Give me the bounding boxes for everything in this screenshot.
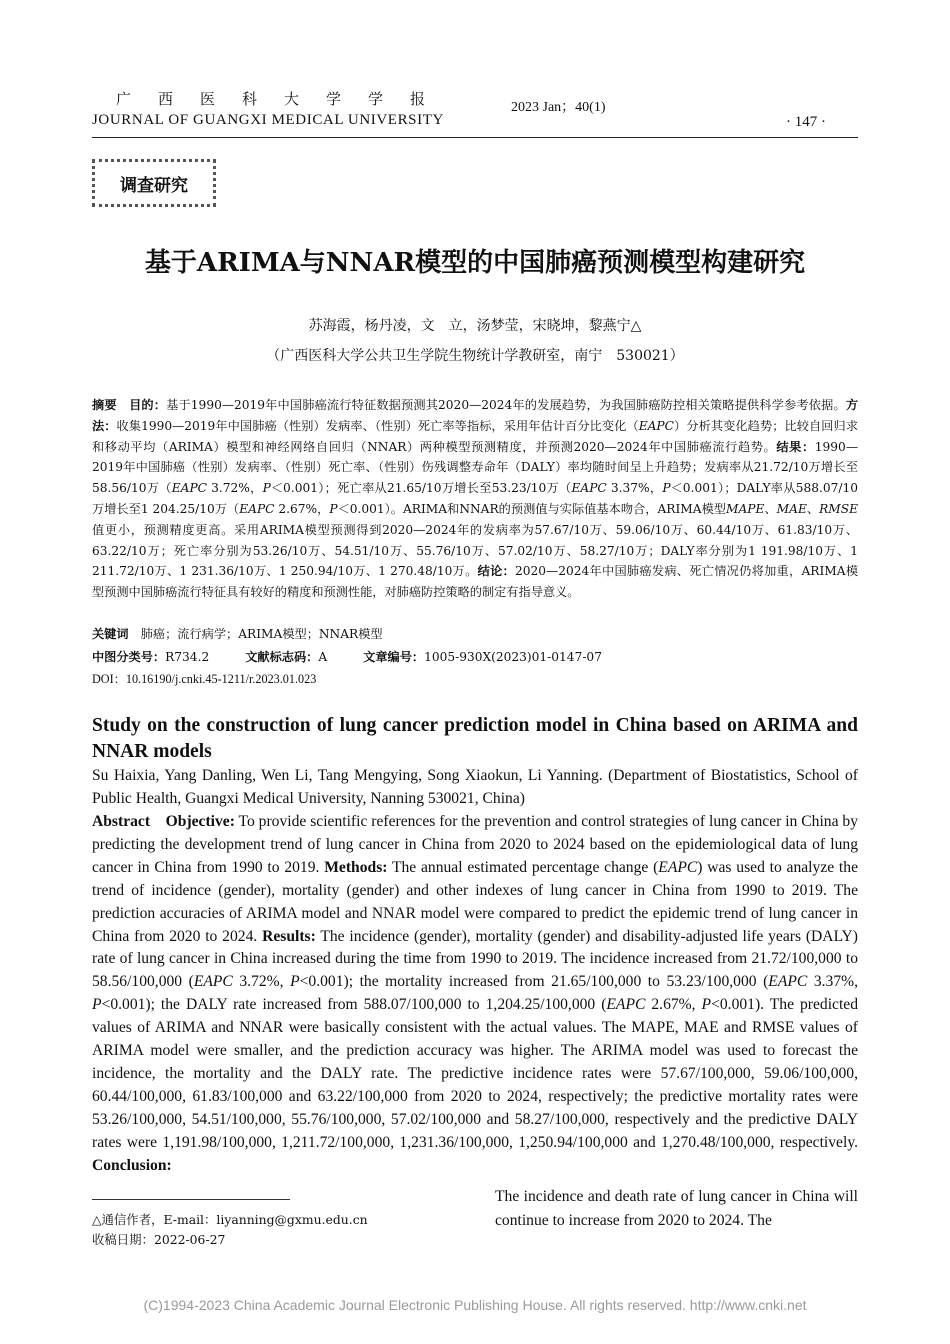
conclusion-cn: 2020—2024年中国肺癌发病、死亡情况仍将加重，ARIMA模型预测中国肺癌流行特征具有较好的精度和预测性能，对肺癌防控策略的制定有指导意义。 — [92, 564, 859, 600]
results-cn-label: 结果： — [776, 439, 815, 454]
eapc-term: EAPC — [171, 481, 207, 496]
header-rule — [92, 137, 858, 138]
clc-label: 中图分类号： — [92, 650, 166, 664]
abstract-en — [92, 811, 858, 1178]
clc-value: R734.2 — [165, 650, 210, 664]
p-term: P — [92, 996, 102, 1014]
authors-cn: 苏海霞，杨丹凌，文 立，汤梦莹，宋晓坤，黎燕宁△ — [308, 318, 642, 334]
objective-en: To provide scientific references for the prevention and control strategies of lung cancer in China by predicting the development trend of lung cancer in China from 2020 to 2024 based on the epidemiological data of lung cancer in China from 1990 to 2019. — [92, 813, 858, 876]
journal-name-cn: 广西医科大学学报 — [116, 90, 453, 108]
results-en-e: <0.001); the DALY rate increased from 588.07/100,000 to 1,204.25/100,000 ( — [101, 996, 607, 1014]
mae-term: MAE — [776, 501, 807, 516]
results-cn-g: ＜0.001）。ARIMA和NNAR的预测值与实际值基本吻合，ARIMA模型 — [337, 501, 727, 516]
abstract-cn-label: 摘要 — [92, 398, 117, 412]
mape-term: MAPE — [726, 501, 765, 516]
article-number-label: 文章编号： — [363, 650, 425, 664]
copyright-footer: (C)1994-2023 China Academic Journal Electronic Publishing House. All rights reserved. http://www.cnki.net — [143, 1297, 807, 1313]
methods-cn-a: 收集1990—2019年中国肺癌（性别）发病率、（性别）死亡率等指标，采用年估计百分比变化（ — [116, 418, 639, 433]
eapc-term: EAPC — [768, 973, 808, 991]
p-term: P — [662, 481, 671, 496]
results-cn-c: ＜0.001）；死亡率从21.65/10万增长至53.23/10万（ — [270, 481, 572, 496]
results-cn-d: 3.37%， — [610, 481, 663, 496]
article-title-cn: 基于ARIMA与NNAR模型的中国肺癌预测模型构建研究 — [144, 248, 806, 278]
methods-en-label: Methods: — [324, 858, 388, 876]
keywords — [92, 625, 383, 642]
page-number: · 147 · — [786, 114, 826, 130]
results-cn-e: ＜0.001）；DALY率从588.07/10万增长至1 204.25/10万（ — [92, 481, 859, 516]
objective-cn-label: 目的： — [129, 398, 167, 412]
objective-cn: 基于1990—2019年中国肺癌流行特征数据预测其2020—2024年的发展趋势，为我国肺癌防控相关策略提供科学参考依据。 — [166, 398, 846, 412]
methods-cn-eapc: EAPC — [638, 418, 674, 433]
eapc-term: EAPC — [193, 973, 233, 991]
conclusion-cn-label: 结论： — [477, 564, 516, 579]
keywords-value: 肺癌；流行病学；ARIMA模型；NNAR模型 — [140, 627, 383, 641]
affiliation-cn: （广西医科大学公共卫生学院生物统计学教研室，南宁 530021） — [266, 348, 684, 364]
results-cn-b: 3.72%， — [211, 481, 263, 496]
classification — [92, 648, 602, 665]
received-date: 收稿日期：2022-06-27 — [92, 1232, 226, 1247]
results-en-d: 3.37%, — [807, 973, 859, 991]
eapc-term: EAPC — [239, 501, 275, 516]
section-tag — [92, 159, 216, 207]
section-tag-label: 调查研究 — [120, 175, 188, 196]
journal-name-en: JOURNAL OF GUANGXI MEDICAL UNIVERSITY — [92, 112, 444, 128]
conclusion-en-label: Conclusion: — [92, 1156, 172, 1174]
objective-en-label: Objective: — [165, 813, 235, 830]
results-en-b: 3.72%, — [232, 973, 291, 991]
p-term: P — [701, 996, 712, 1014]
results-cn-a: 1990—2019年中国肺癌（性别）发病率、（性别）死亡率、（性别）伤残调整寿命年（DALY）率均随时间呈上升趋势；发病率从21.72/10万增长至58.56/10万（ — [92, 439, 859, 496]
results-en-f: 2.67%, — [645, 996, 702, 1014]
article-number-value: 1005-930X(2023)01-0147-07 — [424, 650, 602, 664]
rmse-term: RMSE — [819, 501, 859, 516]
eapc-term: EAPC — [571, 481, 607, 496]
corresponding-author: △通信作者，E-mail：liyanning@gxmu.edu.cn — [92, 1212, 368, 1227]
doccode-label: 文献标志码： — [245, 650, 319, 664]
results-en-g: <0.001). The predicted values of ARIMA and NNAR were basically consistent with the actual values. The MAPE, MAE and RMSE values of ARIMA model were smaller, and the prediction accuracy was higher. The ARIMA model was used to forecast the incidence, the mortality and the DALY rate. The predictive incidence rates were 57.67/100,000, 59.06/100,000, 60.44/100,000, 61.83/100,000 and 63.22/100,000 from 2020 to 2024, respectively; the predictive mortality rates were 53.26/100,000, 54.51/100,000, 55.76/100,000, 57.02/100,000 and 58.27/100,000, respectively and the predictive DALY rates were 1,191.98/100,000, 1,211.72/100,000, 1,231.36/100,000, 1,250.94/100,000 and 1,270.48/100,000, respectively. — [92, 996, 858, 1151]
conclusion-en: The incidence and death rate of lung cancer in China will continue to increase from 2020 to 2024. The — [495, 1188, 858, 1229]
keywords-label: 关键词 — [92, 627, 129, 641]
methods-cn-b: ）分析其变化趋势；比较自回归求和移动平均（ARIMA）模型和神经网络自回归（NNAR）两种模型预测精度，并预测2020—2024年中国肺癌流行趋势。 — [92, 418, 859, 454]
footnote-rule — [92, 1199, 290, 1200]
results-cn-f: 2.67%， — [278, 501, 330, 516]
results-en-a: The incidence (gender), mortality (gender) and disability-adjusted life years (DALY) rate of lung cancer in China increased during the time from 1990 to 2019. The incidence increased from 21.72/100,000 to 58.56/100,000 ( — [92, 927, 858, 991]
results-cn-h: 值更小，预测精度更高。采用ARIMA模型预测得到2020—2024年的发病率为57.67/10万、59.06/10万、60.44/10万、61.83/10万、63.22/10万；死亡率分别为53.26/10万、54.51/10万、55.76/10万、57.02/10万、58.27/10万；DALY率分别为1 191.98/10万、1 211.72/10万、1 231.36/10万、1 250.94/10万、1 270.48/10万。 — [92, 522, 858, 579]
methods-en-a: The annual estimated percentage change ( — [391, 858, 659, 876]
p-term: P — [329, 501, 338, 516]
doi: DOI：10.16190/j.cnki.45-1211/r.2023.01.023 — [92, 672, 317, 686]
methods-en-b: ) was used to analyze the trend of incidence (gender), mortality (gender) and other indexes of lung cancer in China from 1990 to 2019. The prediction accuracies of ARIMA model and NNAR model were compared to predict the epidemic trend of lung cancer in China from 2020 to 2024. — [92, 858, 858, 945]
p-term: P — [262, 481, 271, 496]
methods-cn-label: 方法： — [92, 398, 859, 433]
abstract-en-label: Abstract — [92, 813, 151, 830]
doccode-value: A — [318, 650, 328, 664]
article-title-en: Study on the construction of lung cancer prediction model in China based on ARIMA and NNAR models — [92, 715, 858, 762]
p-term: P — [290, 973, 300, 991]
abstract-cn: 摘要 目的：基于1990—2019年中国肺癌流行特征数据预测其2020—2024年的发展趋势，为我国肺癌防控相关策略提供科学参考依据。方法：收集1990—2019年中国肺癌（性别）发病率、（性别）死亡率等指标，采用年估计百分比变化（EAPC）分析其变化趋势；比较自回归求和移动平均（ARIMA）模型和神经网络自回归（NNAR）两种模型预测精度，并预测2020—2024年中国肺癌流行趋势。结果：1990—2019年中国肺癌（性别）发病率、（性别）死亡率、（性别）伤残调整寿命年（DALY）率均随时间呈上升趋势；发病率从21.72/10万增长至58.56/10万（EAPC 3.72%，P＜0.001）；死亡率从21.65/10万增长至53.23/10万（EAPC 3.37%，P＜0.001）；DALY率从588.07/10万增长至1 204.25/10万（EAPC 2.67%，P＜0.001）。ARIMA和NNAR的预测值与实际值基本吻合，ARIMA模型MAPE、MAE、RMSE值更小，预测精度更高。采用ARIMA模型预测得到2020—2024年的发病率为57.67/10万、59.06/10万、60.44/10万、61.83/10万、63.22/10万；死亡率分别为53.26/10万、54.51/10万、55.76/10万、57.02/10万、58.27/10万；DALY率分别为1 191.98/10万、1 211.72/10万、1 231.36/10万、1 250.94/10万、1 270.48/10万。结论：2020—2024年中国肺癌发病、死亡情况仍将加重，ARIMA模型预测中国肺癌流行特征具有较好的精度和预测性能，对肺癌防控策略的制定有指导意义。 — [92, 398, 859, 600]
results-en-label: Results: — [262, 927, 316, 945]
results-en-c: <0.001); the mortality increased from 21.65/100,000 to 53.23/100,000 ( — [299, 973, 769, 991]
methods-en-eapc: EAPC — [658, 858, 698, 876]
issue-info: 2023 Jan；40(1) — [511, 100, 606, 115]
eapc-term: EAPC — [606, 996, 646, 1014]
authors-en: Su Haixia, Yang Danling, Wen Li, Tang Mengying, Song Xiaokun, Li Yanning. (Department of Biostatistics, School of Public Health, Guangxi Medical University, Nanning 530021, China) — [92, 767, 858, 807]
